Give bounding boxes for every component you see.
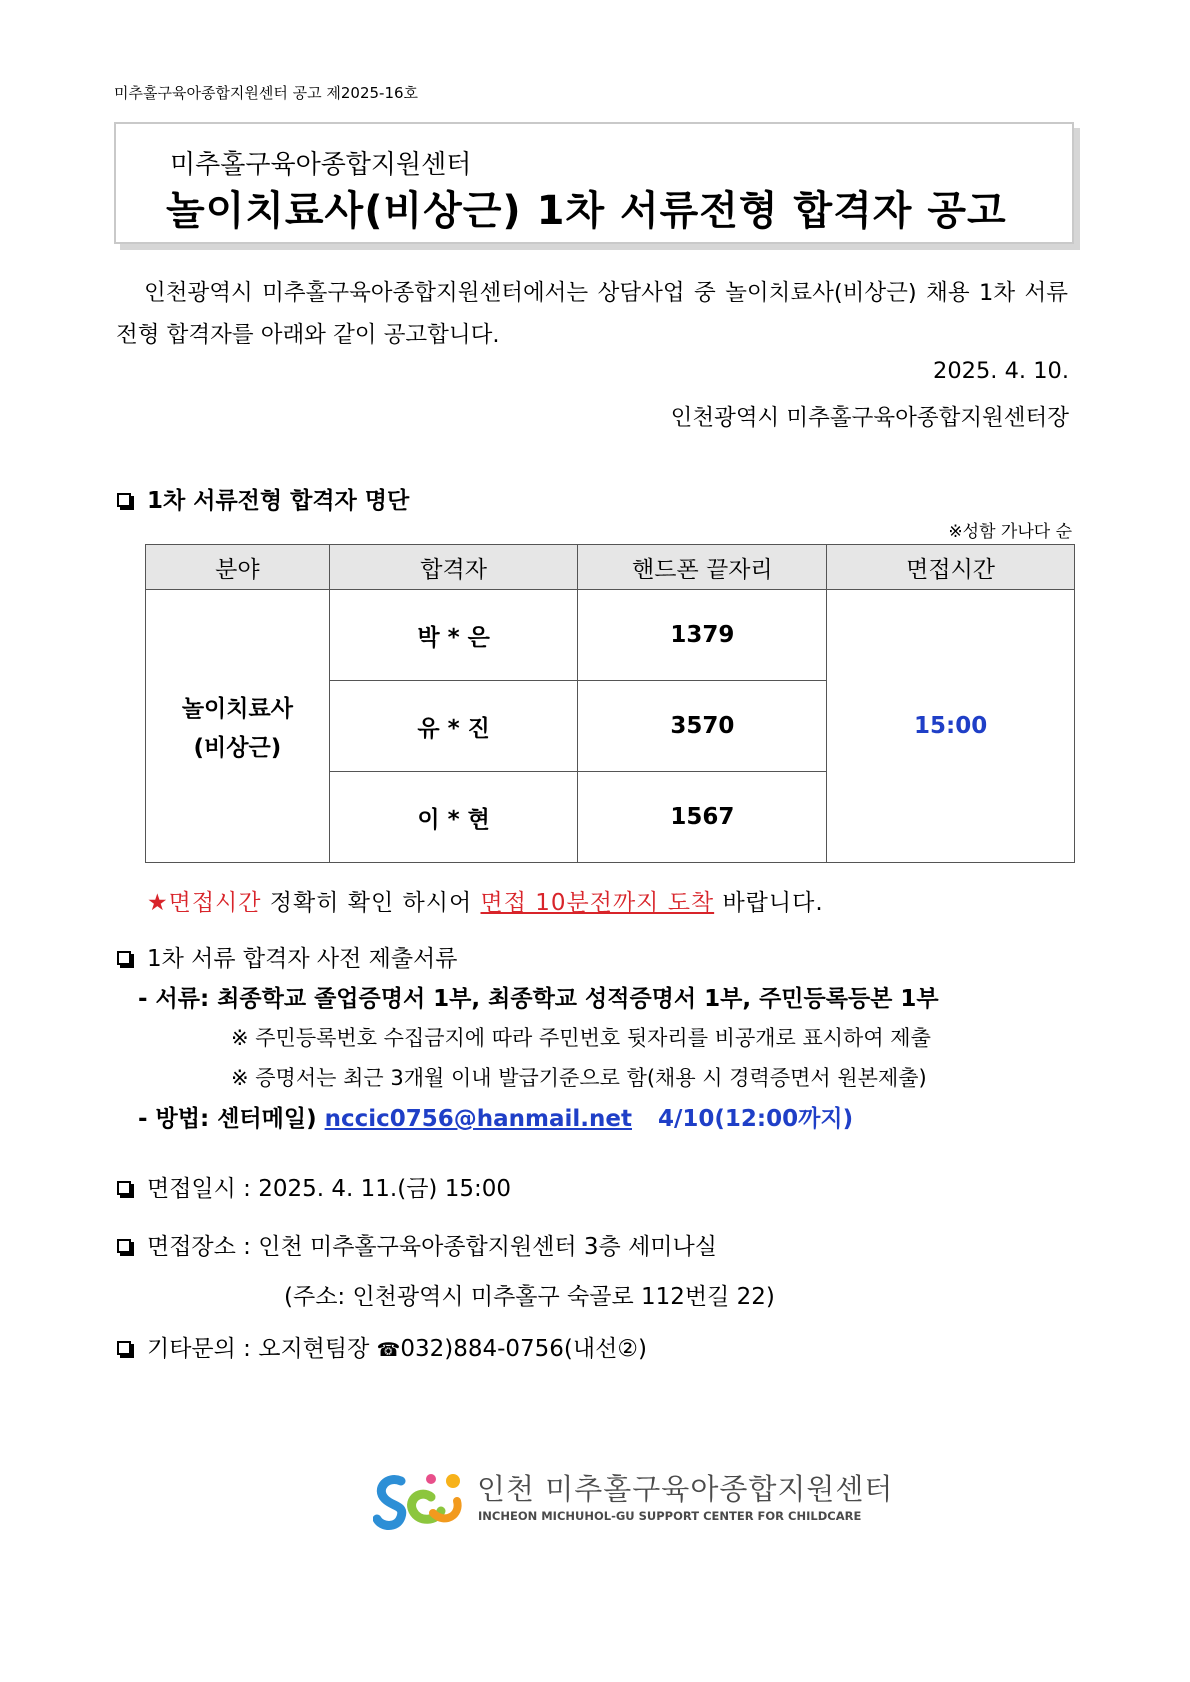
interview-address: (주소: 인천광역시 미추홀구 숙골로 112번길 22) <box>284 1284 775 1310</box>
documents-heading <box>117 940 458 973</box>
reminder-star-label: ★면접시간 <box>147 890 262 916</box>
candidate-name: 유 * 진 <box>329 681 578 772</box>
field-cell <box>146 590 330 863</box>
documents-items-label: - 서류: <box>138 986 218 1012</box>
table-row <box>146 590 1075 681</box>
column-header-phone: 핸드폰 끝자리 <box>578 545 827 590</box>
interview-time-cell: 15:00 <box>827 590 1075 863</box>
field-line2: (비상근) <box>193 735 282 761</box>
intro-paragraph: 인천광역시 미추홀구육아종합지원센터에서는 상담사업 중 놀이치료사(비상근) 채용 1차 서류전형 합격자를 아래와 같이 공고합니다. <box>116 280 1068 348</box>
phone-last: 3570 <box>578 681 827 772</box>
documents-items-text: 최종학교 졸업증명서 1부, 최종학교 성적증명서 1부, 주민등록등본 1부 <box>217 986 939 1012</box>
phone-icon: ☎ <box>376 1339 401 1361</box>
method-label: - 방법: 센터메일) <box>138 1106 325 1132</box>
roster-heading <box>117 482 409 515</box>
candidate-name: 이 * 현 <box>329 772 578 863</box>
logo-title: 인천 미추홀구육아종합지원센터 <box>477 1472 894 1506</box>
submission-deadline: 4/10(12:00까지) <box>658 1106 854 1132</box>
email-link[interactable]: nccic0756@hanmail.net <box>324 1106 632 1132</box>
documents-heading-text: 1차 서류 합격자 사전 제출서류 <box>147 946 458 972</box>
interview-place-value: 인천 미추홀구육아종합지원센터 3층 세미나실 <box>258 1234 717 1260</box>
reminder-mid-text: 정확히 확인 하시어 <box>261 890 481 916</box>
roster-table <box>145 544 1075 863</box>
interview-date-value: 2025. 4. 11.(금) 15:00 <box>258 1176 511 1202</box>
signer: 인천광역시 미추홀구육아종합지원센터장 <box>670 405 1069 431</box>
reminder-arrival-note: 면접 10분전까지 도착 <box>480 890 715 916</box>
phone-last: 1567 <box>578 772 827 863</box>
contact-label: 기타문의 : <box>147 1336 259 1362</box>
center-logo <box>373 1467 894 1533</box>
interview-place-line <box>117 1228 717 1261</box>
roster-heading-text: 1차 서류전형 합격자 명단 <box>147 488 410 514</box>
checkbox-bullet-icon <box>117 1341 131 1355</box>
checkbox-bullet-icon <box>117 1181 131 1195</box>
checkbox-bullet-icon <box>117 1239 131 1253</box>
interview-place-label: 면접장소 : <box>147 1234 259 1260</box>
interview-date-label: 면접일시 : <box>147 1176 259 1202</box>
documents-note-1: ※ 주민등록번호 수집금지에 따라 주민번호 뒷자리를 비공개로 표시하여 제출 <box>231 1026 931 1050</box>
documents-items <box>138 980 939 1013</box>
notice-number: 미추홀구육아종합지원센터 공고 제2025-16호 <box>114 84 419 102</box>
notice-date: 2025. 4. 10. <box>933 358 1069 384</box>
column-header-candidate: 합격자 <box>329 545 578 590</box>
column-header-field: 분야 <box>146 545 330 590</box>
title-organization: 미추홀구육아종합지원센터 <box>170 150 472 180</box>
contact-phone: 032)884-0756(내선②) <box>400 1336 647 1362</box>
submission-method <box>138 1100 853 1133</box>
reminder-line <box>147 884 824 917</box>
checkbox-bullet-icon <box>117 951 131 965</box>
interview-date-line <box>117 1170 511 1203</box>
reminder-end-text: 바랍니다. <box>714 890 824 916</box>
contact-person: 오지현팀장 <box>258 1336 377 1362</box>
center-emblem-icon <box>373 1467 469 1533</box>
candidate-name: 박 * 은 <box>329 590 578 681</box>
checkbox-bullet-icon <box>117 493 131 507</box>
contact-line <box>117 1330 647 1363</box>
logo-subtitle: INCHEON MICHUHOL-GU SUPPORT CENTER FOR CHILDCARE <box>478 1509 862 1523</box>
title-box <box>114 122 1074 244</box>
page-title: 놀이치료사(비상근) 1차 서류전형 합격자 공고 <box>166 188 1007 234</box>
order-note: ※성함 가나다 순 <box>948 522 1072 542</box>
column-header-interview-time: 면접시간 <box>827 545 1075 590</box>
table-header-row <box>146 545 1075 590</box>
documents-note-2: ※ 증명서는 최근 3개월 이내 발급기준으로 함(채용 시 경력증면서 원본제출) <box>231 1066 927 1090</box>
phone-last: 1379 <box>578 590 827 681</box>
field-line1: 놀이치료사 <box>181 696 293 722</box>
